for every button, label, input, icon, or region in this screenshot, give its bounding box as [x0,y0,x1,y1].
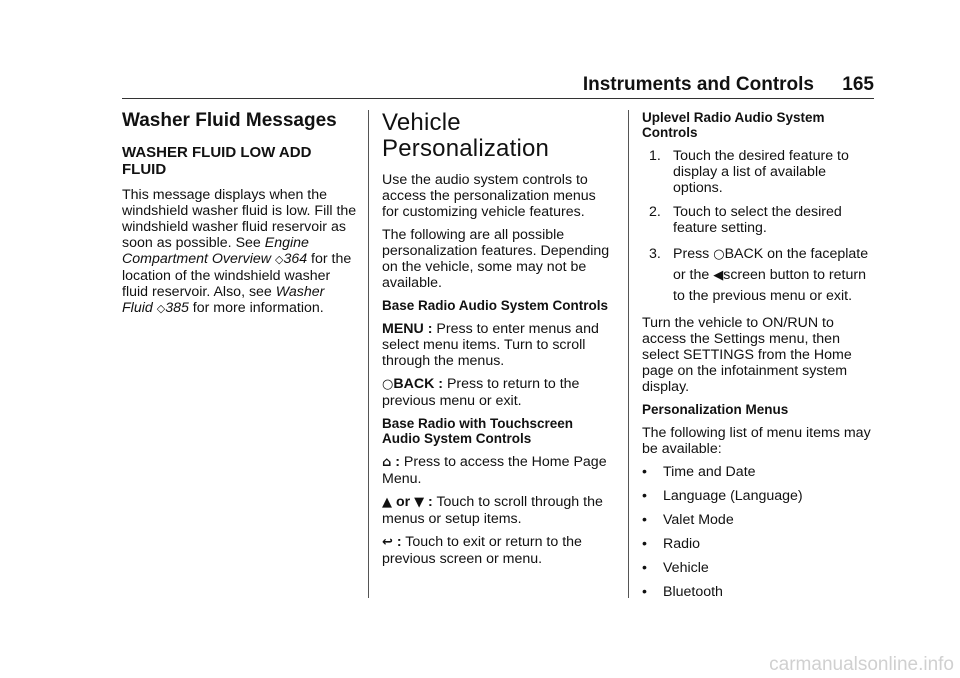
step-number: 2. [649,204,661,220]
page-ref-icon: ◇ [274,253,284,266]
text: Press [673,246,714,262]
back-icon: ○ [713,247,725,262]
menu-item-text: Valet Mode [663,512,734,528]
menu-label: MENU : [382,321,433,337]
up-arrow-icon: ▲ [382,495,392,510]
entry-return [382,534,614,567]
subheading-base-radio: Base Radio Audio System Controls [382,298,609,313]
list-item [642,464,877,480]
text: for the location of the windshield washer fluid reservoir. Also, see [122,251,352,300]
bullet: • [642,584,647,600]
subheading-washer-fluid-low: WASHER FLUID LOW ADD FLUID [122,144,312,178]
list-item [642,488,877,504]
menu-item-text: Time and Date [663,464,756,480]
menu-item-text: Vehicle [663,560,709,576]
down-arrow-icon: ▼ [414,495,425,510]
entry-menu [382,321,614,369]
step-text: Touch the desired feature to display a list of available options. [673,148,849,196]
text: Press to enter menus and select menu items. Turn to scroll through the menus. [382,321,599,369]
paragraph-settings-access: Turn the vehicle to ON/RUN to access the Settings menu, then select SETTINGS from the Home page on the infotainment system display. [642,315,852,395]
entry-home [382,454,614,487]
text: Touch to exit or return to the previous screen or menu. [382,534,582,567]
return-icon: ↩ [382,535,393,550]
menu-item-text: Radio [663,536,701,552]
steps-list [642,148,877,307]
heading-washer-fluid-messages: Washer Fluid Messages [122,110,337,131]
step-number: 3. [649,246,661,262]
column-vehicle-personalization [382,110,614,574]
step-number: 1. [649,148,661,164]
text: screen button to return to the previous menu or exit. [673,267,866,304]
list-item [642,204,877,236]
column-uplevel-radio [642,110,877,608]
subheading-personalization-menus: Personalization Menus [642,402,789,417]
back-icon: ○ [382,377,394,392]
subheading-touchscreen: Base Radio with Touchscreen Audio System Controls [382,416,574,446]
bullet: • [642,488,647,504]
paragraph-menu-list-intro: The following list of menu items may be available: [642,425,871,457]
menu-item-text: Language (Language) [663,488,803,504]
return-label: : [392,534,402,550]
bullet: • [642,512,647,528]
list-item [642,512,877,528]
text: This message displays when the windshield washer fluid is low. Fill the windshield washer fluid reservoir as soon as possible. See [122,187,357,251]
text: BACK on the faceplate or the [673,246,869,283]
step-text: Touch to select the desired feature setting. [673,204,842,236]
link-engine-compartment-overview[interactable]: Engine Compartment Overview [122,235,309,267]
list-item [642,584,877,600]
screen-back-icon: ◀ [713,268,724,283]
heading-vehicle-personalization: Vehicle Personalization [382,109,550,162]
paragraph-features: The following are all possible personalization features. Depending on the vehicle, some may not be available. [382,227,610,291]
subheading-uplevel-radio: Uplevel Radio Audio System Controls [642,110,825,140]
menu-item-text: Bluetooth [663,584,723,600]
home-icon: ⌂ [382,455,392,470]
entry-scroll [382,494,614,527]
list-item [642,536,877,552]
column-washer-fluid [122,110,358,324]
list-item [642,244,877,307]
scroll-label: : [424,494,433,510]
link-washer-fluid[interactable]: Washer Fluid [122,284,325,316]
section-title: Instruments and Controls [582,74,814,95]
column-divider [628,110,629,598]
list-item [642,560,877,576]
text: Press to return to the previous menu or exit. [382,376,580,409]
text: Touch to scroll through the menus or setup items. [382,494,603,527]
column-divider [368,110,369,598]
page-ref-364[interactable]: 364 [283,251,308,267]
page-header [122,72,874,99]
bullet: • [642,536,647,552]
or-label: or [395,494,411,510]
page-ref-385[interactable]: 385 [165,300,189,316]
entry-back [382,376,614,409]
text: for more information. [188,300,324,316]
list-item [642,148,877,196]
bullet: • [642,560,647,576]
text: Press to access the Home Page Menu. [382,454,607,487]
page-number: 165 [842,74,874,95]
watermark: carmanualsonline.info [769,654,954,675]
paragraph-intro: Use the audio system controls to access the personalization menus for customizing vehicle features. [382,172,596,220]
paragraph-washer-fluid [122,187,358,317]
page-ref-icon: ◇ [156,302,166,315]
bullet: • [642,464,647,480]
back-label: BACK : [393,376,443,392]
menu-items-list [642,464,877,600]
home-label: : [391,454,400,470]
